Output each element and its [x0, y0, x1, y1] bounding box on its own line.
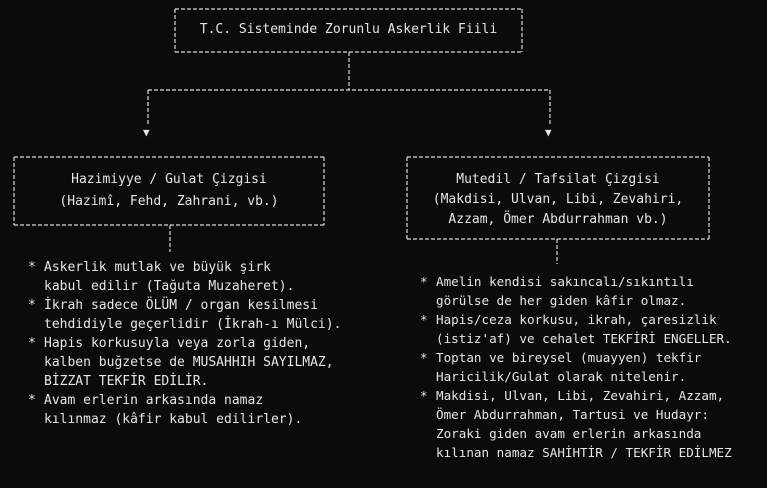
left-box-title: Hazimiyye / Gulat Çizgisi — [71, 172, 267, 187]
bullet-star-icon: * — [28, 393, 36, 408]
list-item-cont: kalben buğzetse de MUSAHHIH SAYILMAZ, — [44, 355, 334, 370]
left-box-subtitle: (Hazimî, Fehd, Zahrani, vb.) — [59, 194, 279, 209]
left-bullet-list — [28, 258, 341, 429]
right-bullet-list — [420, 272, 732, 462]
bullet-star-icon: * — [420, 350, 428, 365]
list-item: * İkrah sadece ÖLÜM / organ kesilmesi — [28, 298, 318, 313]
left-arrow-icon: ▼ — [143, 126, 150, 139]
list-item-cont: Haricilik/Gulat olarak nitelenir. — [436, 369, 687, 384]
bullet-star-icon: * — [28, 260, 36, 275]
split-connector — [148, 52, 550, 126]
list-item: * Hapis/ceza korkusu, ikrah, çaresizlik — [420, 312, 717, 327]
right-arrow-icon: ▼ — [545, 126, 552, 139]
list-item: * Hapis korkusuyla veya zorla giden, — [28, 336, 311, 351]
list-item-cont: görülse de her giden kâfir olmaz. — [436, 293, 687, 308]
list-item-cont: Zoraki giden avam erlerin arkasında — [436, 426, 702, 441]
bullet-star-icon: * — [28, 336, 36, 351]
list-item: * Amelin kendisi sakıncalı/sıkıntılı — [420, 274, 694, 289]
list-item: * Makdisi, Ulvan, Libi, Zevahiri, Azzam, — [420, 388, 725, 403]
list-item-cont: kılınmaz (kâfir kabul edilirler). — [44, 412, 303, 427]
list-item-cont: tehdidiyle geçerlidir (İkrah-ı Mülci). — [44, 317, 342, 332]
bullet-star-icon: * — [420, 388, 428, 403]
list-item-cont: Ömer Abdurrahman, Tartusi ve Hudayr: — [436, 407, 709, 422]
list-item-cont: kabul edilir (Tağuta Muzaheret). — [44, 279, 295, 294]
right-box-subtitle-2: Azzam, Ömer Abdurrahman vb.) — [448, 212, 668, 227]
root-title: T.C. Sisteminde Zorunlu Askerlik Fiili — [199, 22, 498, 37]
list-item: * Toptan ve bireysel (muayyen) tekfir — [420, 350, 702, 365]
bullet-star-icon: * — [28, 298, 36, 313]
list-item-cont: kılınan namaz SAHİHTİR / TEKFİR EDİLMEZ — [436, 445, 732, 460]
list-item: * Askerlik mutlak ve büyük şirk — [28, 260, 271, 275]
list-item-cont: (istiz'af) ve cehalet TEKFİRİ ENGELLER. — [436, 331, 732, 346]
bullet-star-icon: * — [420, 274, 428, 289]
bullet-star-icon: * — [420, 312, 428, 327]
list-item: * Avam erlerin arkasında namaz — [28, 393, 264, 408]
list-item-cont: BİZZAT TEKFİR EDİLİR. — [44, 374, 209, 389]
right-box-title: Mutedil / Tafsilat Çizgisi — [456, 172, 660, 187]
right-box-subtitle: (Makdisi, Ulvan, Libi, Zevahiri, — [432, 192, 684, 207]
